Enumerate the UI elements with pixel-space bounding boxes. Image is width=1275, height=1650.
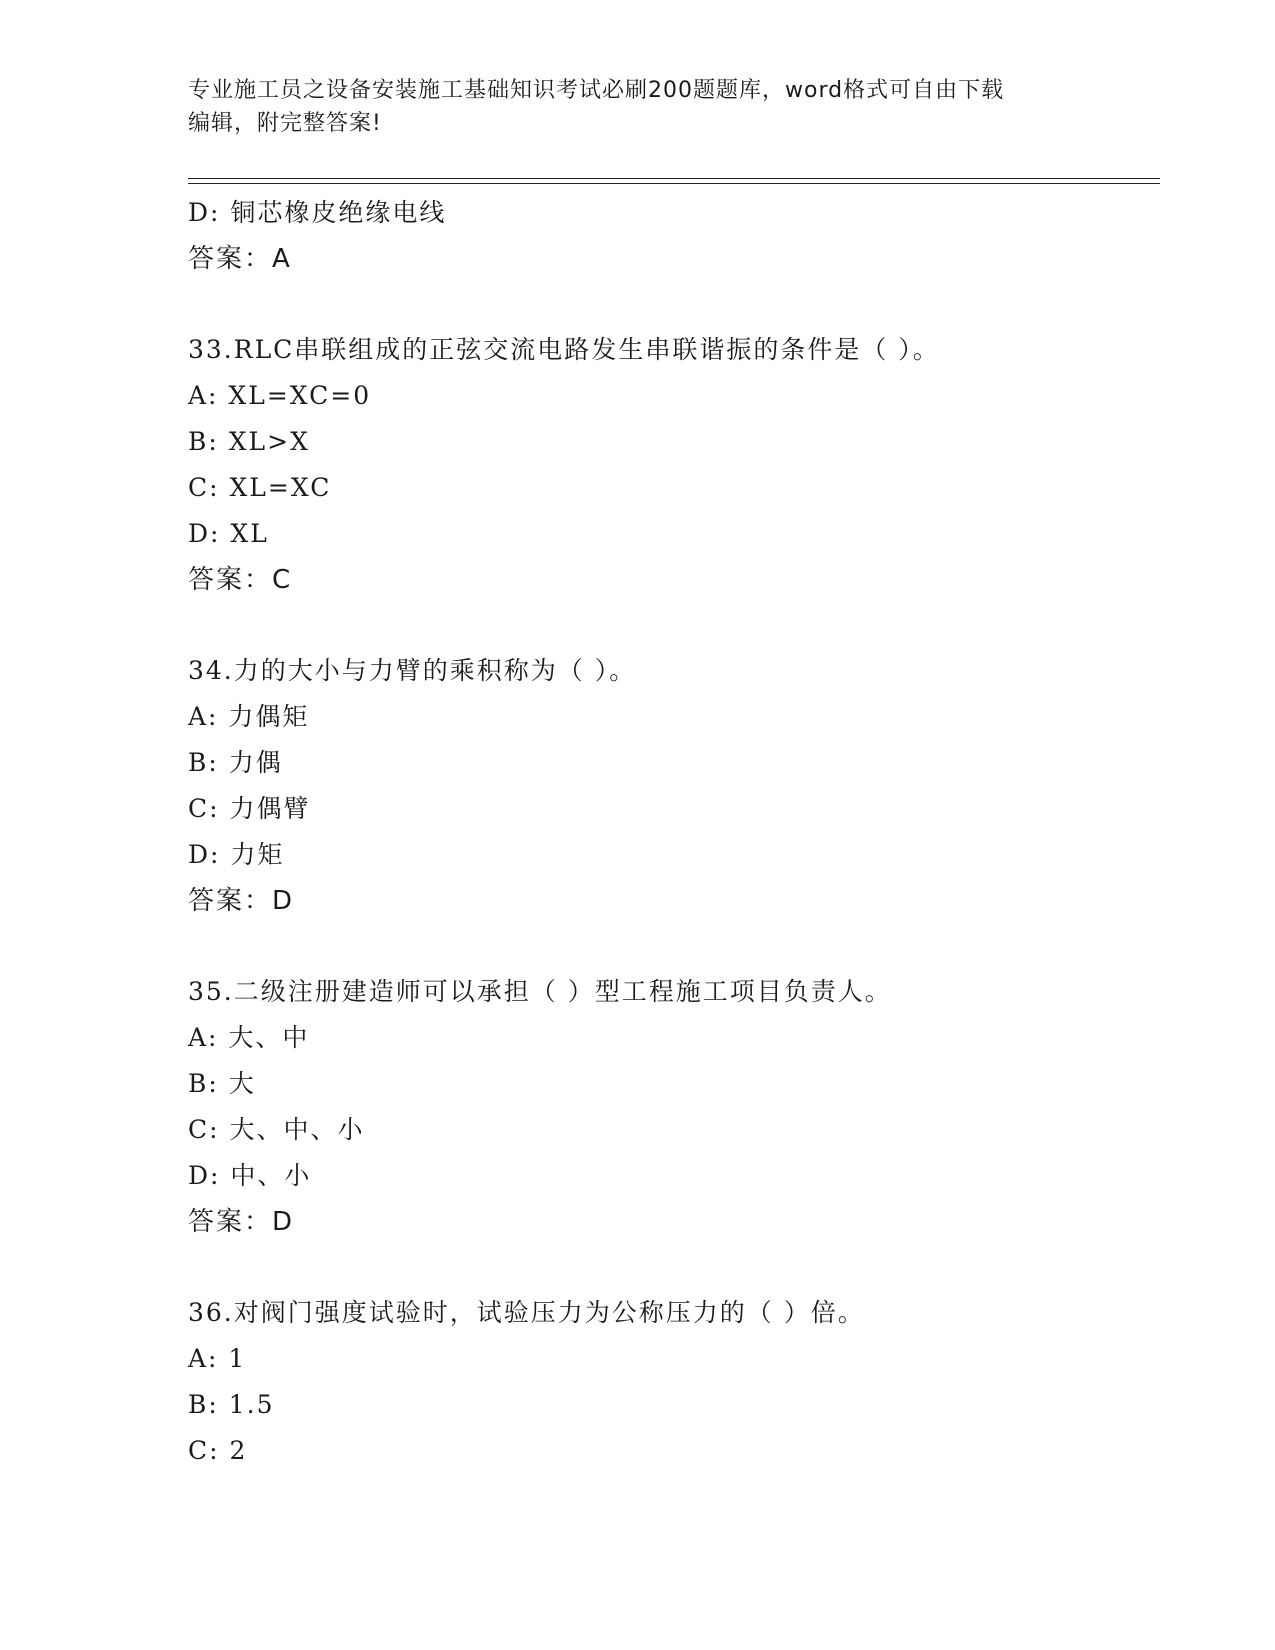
option-d: D: XL — [188, 519, 269, 548]
answer-line: 答案：D — [188, 886, 295, 916]
answer-line: 答案：D — [188, 1207, 295, 1237]
option-c: C: XL=XC — [188, 473, 332, 502]
spacer — [188, 1245, 1160, 1290]
question-list — [188, 190, 1160, 1474]
header-line-2: 编辑，附完整答案! — [188, 111, 382, 136]
option-d: D: 力矩 — [188, 840, 285, 869]
spacer — [188, 282, 1160, 327]
option-a: A: XL=XC=0 — [188, 381, 372, 410]
question-33 — [188, 327, 1160, 603]
option-c: C: 大、中、小 — [188, 1115, 365, 1144]
header-divider-top — [188, 178, 1160, 179]
header-divider-bottom — [188, 183, 1160, 184]
option-a: A: 1 — [188, 1344, 247, 1373]
spacer — [188, 924, 1160, 969]
option-b: B: 力偶 — [188, 748, 283, 777]
previous-question-tail — [188, 190, 1160, 282]
option-b: B: 1.5 — [188, 1390, 275, 1419]
option-c: C: 力偶臂 — [188, 794, 311, 823]
answer-line: 答案：A — [188, 244, 292, 274]
question-stem: 34.力的大小与力臂的乘积称为（ ）。 — [188, 656, 637, 685]
question-36 — [188, 1290, 1160, 1474]
option-b: B: XL>X — [188, 427, 310, 456]
question-stem: 33.RLC串联组成的正弦交流电路发生串联谐振的条件是（ ）。 — [188, 335, 940, 364]
header-line-1: 专业施工员之设备安装施工基础知识考试必刷200题题库，word格式可自由下载 — [188, 78, 1005, 103]
question-stem: 35.二级注册建造师可以承担（ ）型工程施工项目负责人。 — [188, 977, 892, 1006]
question-34 — [188, 648, 1160, 924]
option-b: B: 大 — [188, 1069, 256, 1098]
document-header — [188, 74, 1088, 140]
option-d: D: 铜芯橡皮绝缘电线 — [188, 198, 447, 227]
option-c: C: 2 — [188, 1436, 248, 1465]
answer-line: 答案：C — [188, 565, 293, 595]
option-d: D: 中、小 — [188, 1161, 312, 1190]
question-stem: 36.对阀门强度试验时，试验压力为公称压力的（ ）倍。 — [188, 1298, 865, 1327]
spacer — [188, 603, 1160, 648]
option-a: A: 大、中 — [188, 1023, 310, 1052]
question-35 — [188, 969, 1160, 1245]
option-a: A: 力偶矩 — [188, 702, 310, 731]
